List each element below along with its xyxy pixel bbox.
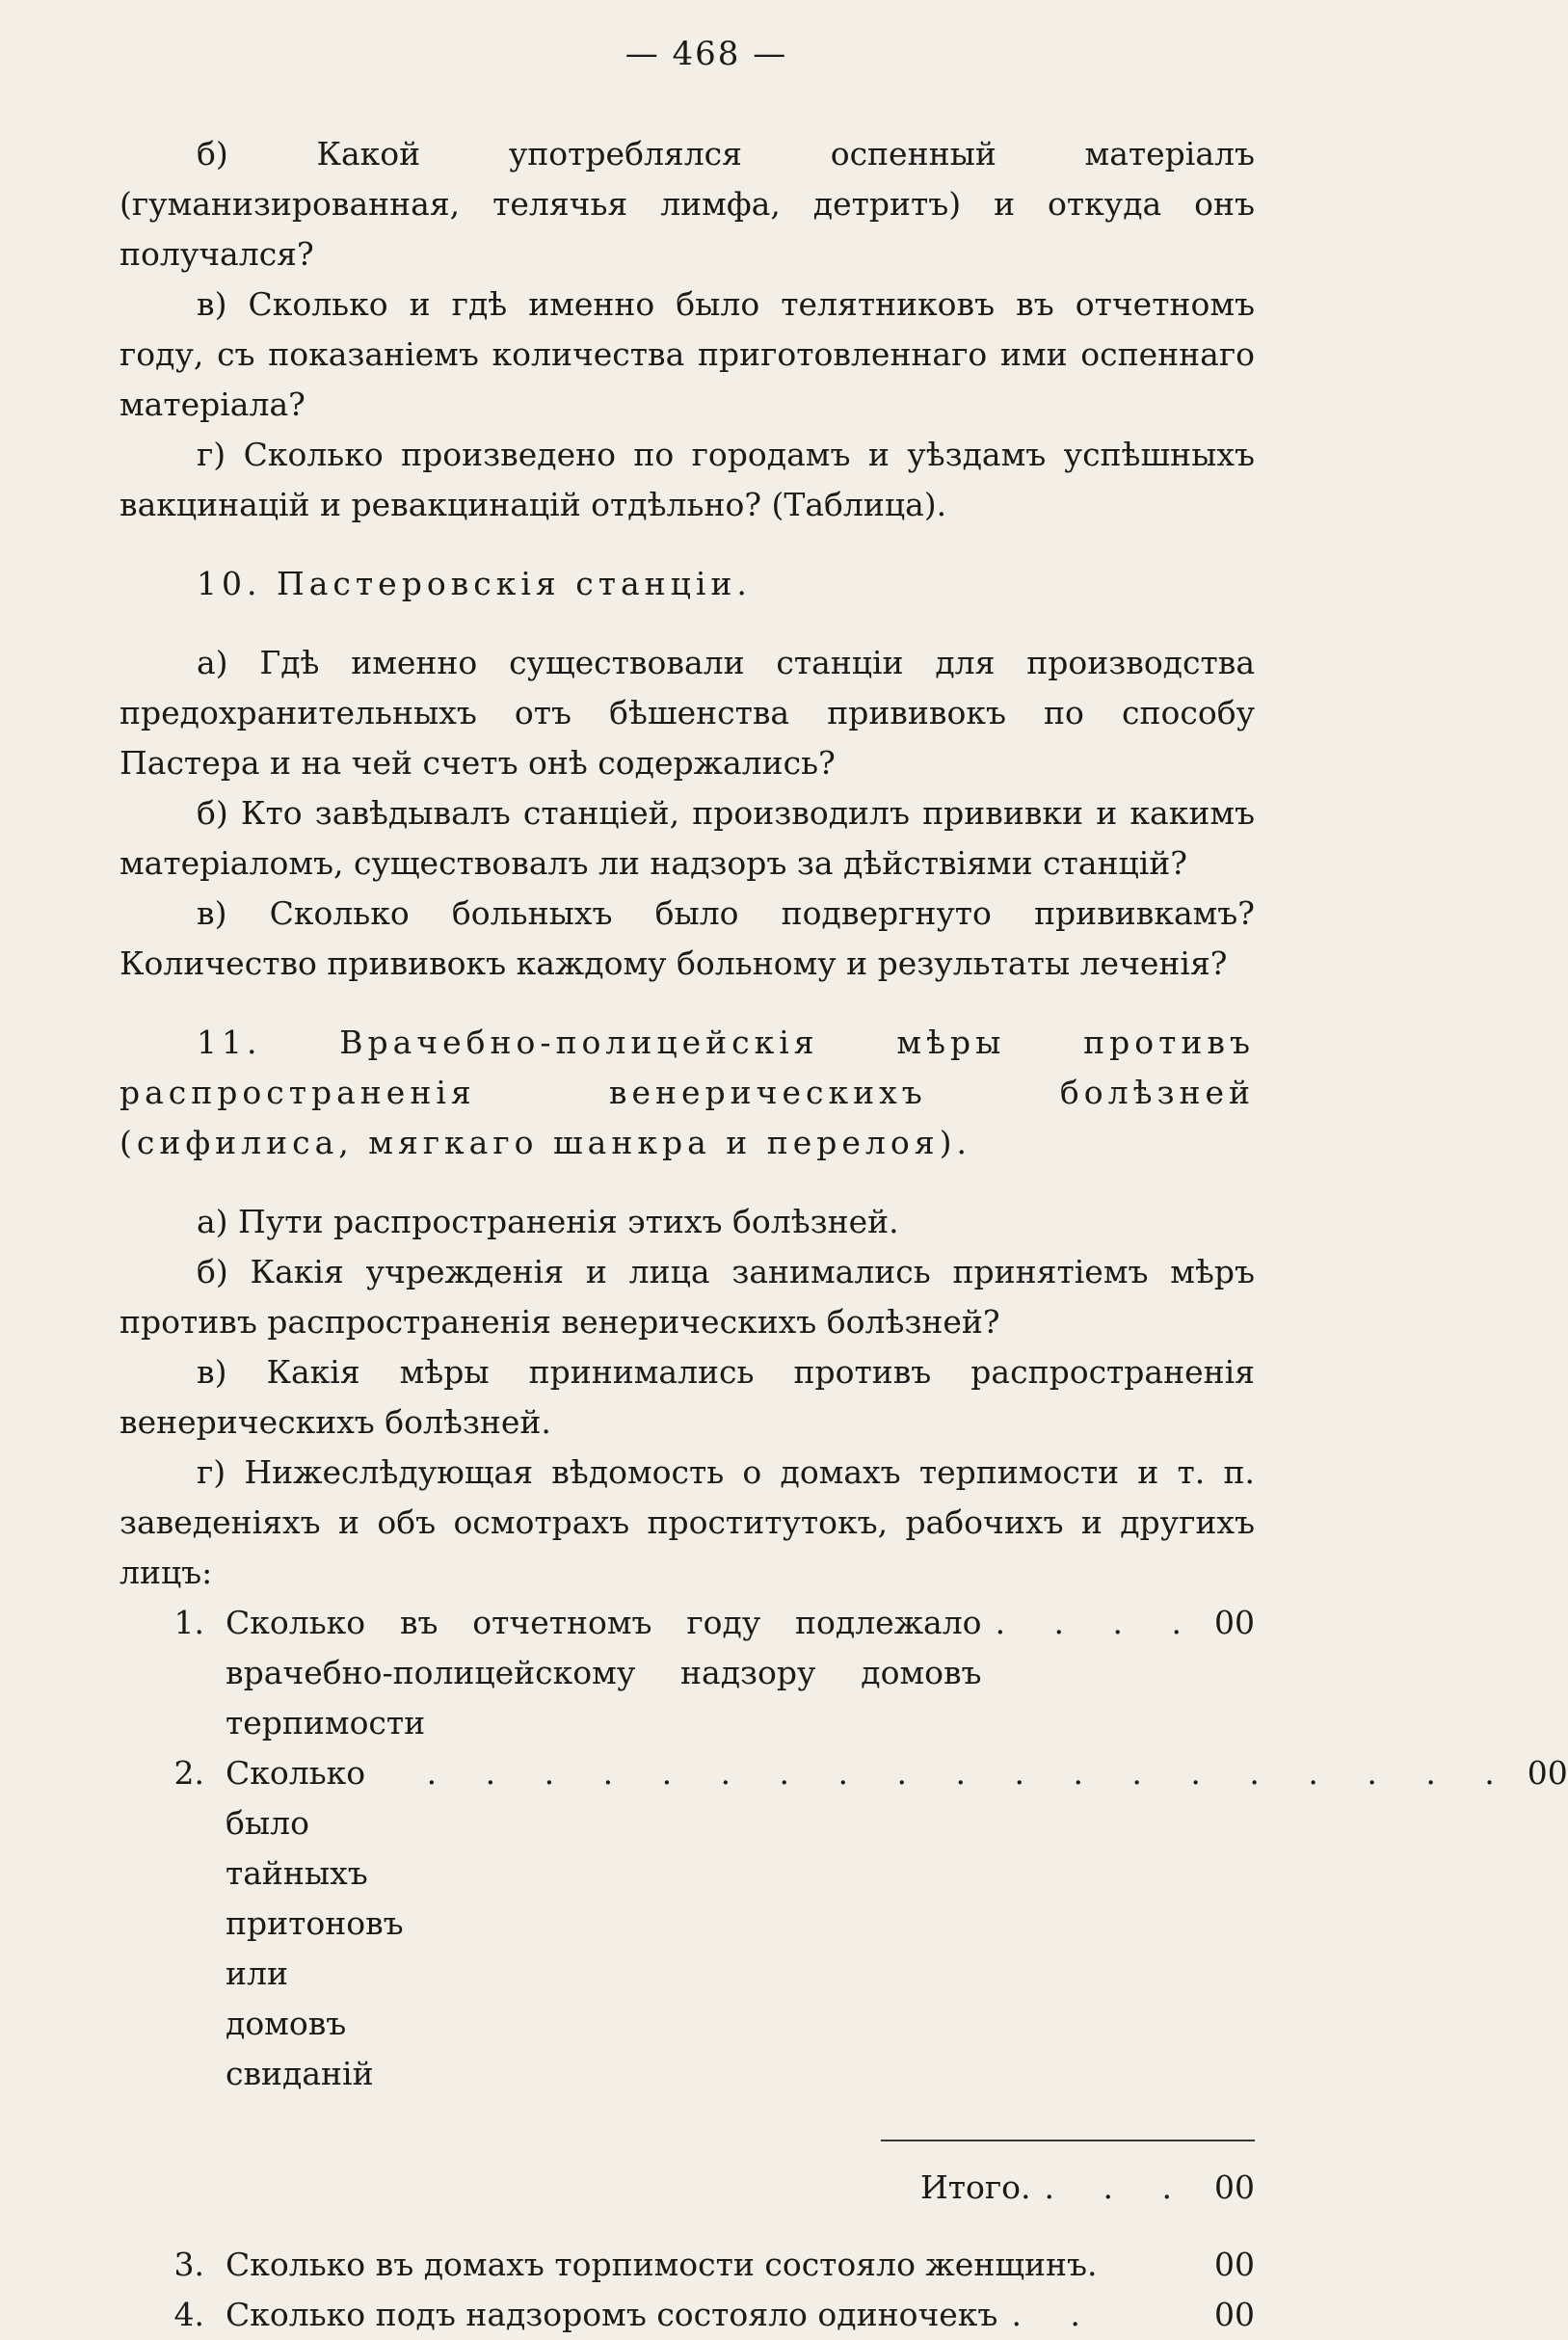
paragraph-v-measures: в) Какія мѣры принимались противъ распространенія венерическихъ болѣзней. bbox=[120, 1353, 1255, 1441]
list-item-3 bbox=[120, 2240, 1255, 2290]
section-heading-11: 11. Врачебно-полицейскія мѣры противъ распространенія венерическихъ болѣзней (сифилиса, мягкаго шанкра и перелоя). bbox=[120, 1024, 1255, 1161]
paragraph-b-institutions: б) Какія учрежденія и лица занимались принятіемъ мѣръ противъ распространенія венерическихъ болѣзней? bbox=[120, 1253, 1255, 1341]
list-item-text: Сколько было тайныхъ притоновъ или домовъ свиданій bbox=[226, 1754, 404, 2092]
section-heading-10: 10. Пастеровскія станціи. bbox=[197, 565, 752, 602]
list-item-number: 3. bbox=[173, 2246, 204, 2283]
paragraph-v-patients: в) Сколько больныхъ было подвергнуто прививкамъ? Количество прививокъ каждому больному и результаты леченія? bbox=[120, 894, 1255, 982]
list-item-text: Сколько въ домахъ торпимости состояло женщинъ. bbox=[226, 2246, 1098, 2283]
list-item-value: 00 bbox=[1214, 1604, 1255, 1641]
list-item-number: 1. bbox=[173, 1604, 204, 1641]
list-item-value: 00 bbox=[1214, 2246, 1255, 2283]
paragraph-g-statement: г) Нижеслѣдующая вѣдомость о домахъ терпимости и т. п. заведеніяхъ и объ осмотрахъ проститутокъ, рабочихъ и другихъ лицъ: bbox=[120, 1453, 1255, 1591]
paragraph-a-stations: а) Гдѣ именно существовали станціи для производства предохранительныхъ отъ бѣшенства прививокъ по способу Пастера и на чей счетъ онѣ содержались? bbox=[120, 644, 1255, 782]
list-item-1 bbox=[120, 1598, 1255, 1748]
total-row bbox=[120, 2163, 1255, 2213]
paragraph-a-spread-paths: а) Пути распространенія этихъ болѣзней. bbox=[197, 1203, 899, 1240]
list-item-text: Сколько въ отчетномъ году подлежало врачебно-полицейскому надзору домовъ терпимости bbox=[226, 1604, 982, 1742]
dot-leader: . . bbox=[1011, 2296, 1100, 2333]
list-item-value: 00 bbox=[1527, 1754, 1568, 1792]
paragraph-v-calf-stations: в) Сколько и гдѣ именно было телятниковъ въ отчетномъ году, съ показаніемъ количества приготовленнаго ими оспеннаго матеріала? bbox=[120, 285, 1255, 423]
paragraph-b-station-management: б) Кто завѣдывалъ станціей, производилъ прививки и какимъ матеріаломъ, существовалъ ли надзоръ за дѣйствіями станцій? bbox=[120, 794, 1255, 882]
list-item-number: 2. bbox=[173, 1754, 204, 1792]
total-label: Итого. bbox=[919, 2168, 1031, 2206]
dot-leader: . . . . . . . . . . . . . . . . . . . bbox=[426, 1754, 1514, 1792]
dot-leader: . . . . bbox=[995, 1604, 1201, 1641]
list-item-value: 00 bbox=[1214, 2296, 1255, 2333]
paragraph-b-vaccine-material: б) Какой употреблялся оспенный матеріалъ (гуманизированная, телячья лимфа, детритъ) и откуда онъ получался? bbox=[120, 135, 1255, 273]
total-value: 00 bbox=[1214, 2168, 1255, 2206]
dot-leader: . . . bbox=[1044, 2168, 1191, 2206]
paragraph-g-vaccinations: г) Сколько произведено по городамъ и уѣздамъ успѣшныхъ вакцинацій и ревакцинацій отдѣльно? (Таблица). bbox=[120, 436, 1255, 523]
list-item-4 bbox=[120, 2290, 1255, 2340]
page-body bbox=[120, 129, 1568, 2340]
list-item-text: Сколько подъ надзоромъ состояло одиночекъ bbox=[226, 2296, 998, 2333]
list-item-number: 4. bbox=[173, 2296, 204, 2333]
page-number: — 468 — bbox=[625, 35, 788, 73]
total-divider bbox=[881, 2140, 1255, 2141]
list-item-2 bbox=[120, 1748, 1568, 2099]
